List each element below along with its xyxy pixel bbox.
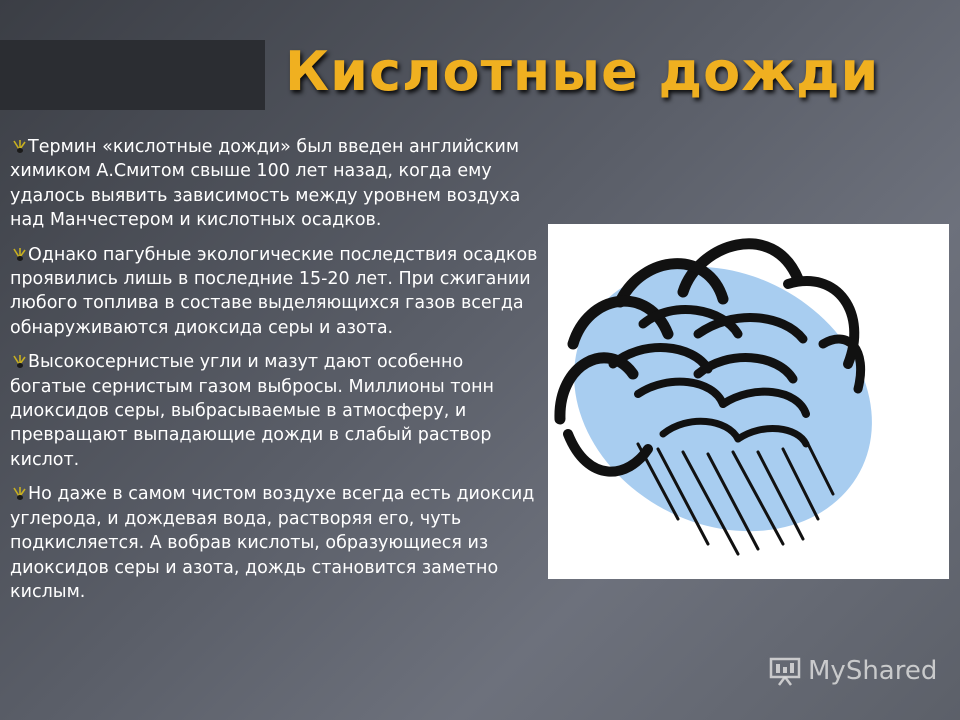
watermark-text: MyShared (808, 656, 938, 686)
sparkle-bullet-icon (12, 486, 28, 502)
sparkle-bullet-icon (12, 354, 28, 370)
rain-cloud-icon (548, 224, 949, 579)
rain-cloud-image (548, 224, 949, 579)
slide-body (10, 135, 543, 614)
paragraph-2 (10, 243, 543, 341)
title-accent-bar (0, 40, 265, 110)
paragraph-4 (10, 482, 543, 604)
sparkle-bullet-icon (12, 247, 28, 263)
paragraph-text: Термин «кислотные дожди» был введен английским химиком А.Смитом свыше 100 лет назад, когда ему удалось выявить зависимость между уровнем воздуха над Манчестером и кислотных осадков. (10, 137, 521, 231)
presentation-board-icon (768, 656, 802, 686)
watermark (768, 656, 937, 686)
slide-title: Кислотные дожди (285, 40, 880, 103)
paragraph-text: Высокосернистые угли и мазут дают особенно богатые сернистым газом выбросы. Миллионы тонн диоксидов серы, выбрасываемые в атмосферу, и превращают выпадающие дожди в слабый раствор кислот. (10, 352, 494, 470)
paragraph-1 (10, 135, 543, 233)
sparkle-bullet-icon (12, 139, 28, 155)
paragraph-text: Однако пагубные экологические последствия осадков проявились лишь в последние 15-20 лет. При сжигании любого топлива в составе выделяющихся газов всегда обнаруживаются диоксида серы и азота. (10, 244, 538, 338)
paragraph-3 (10, 350, 543, 472)
paragraph-text: Но даже в самом чистом воздухе всегда есть диоксид углерода, и дождевая вода, растворяя его, чуть подкисляется. А вобрав кислоты, образующиеся из диоксидов серы и азота, дождь становится заметно кислым. (10, 484, 535, 602)
